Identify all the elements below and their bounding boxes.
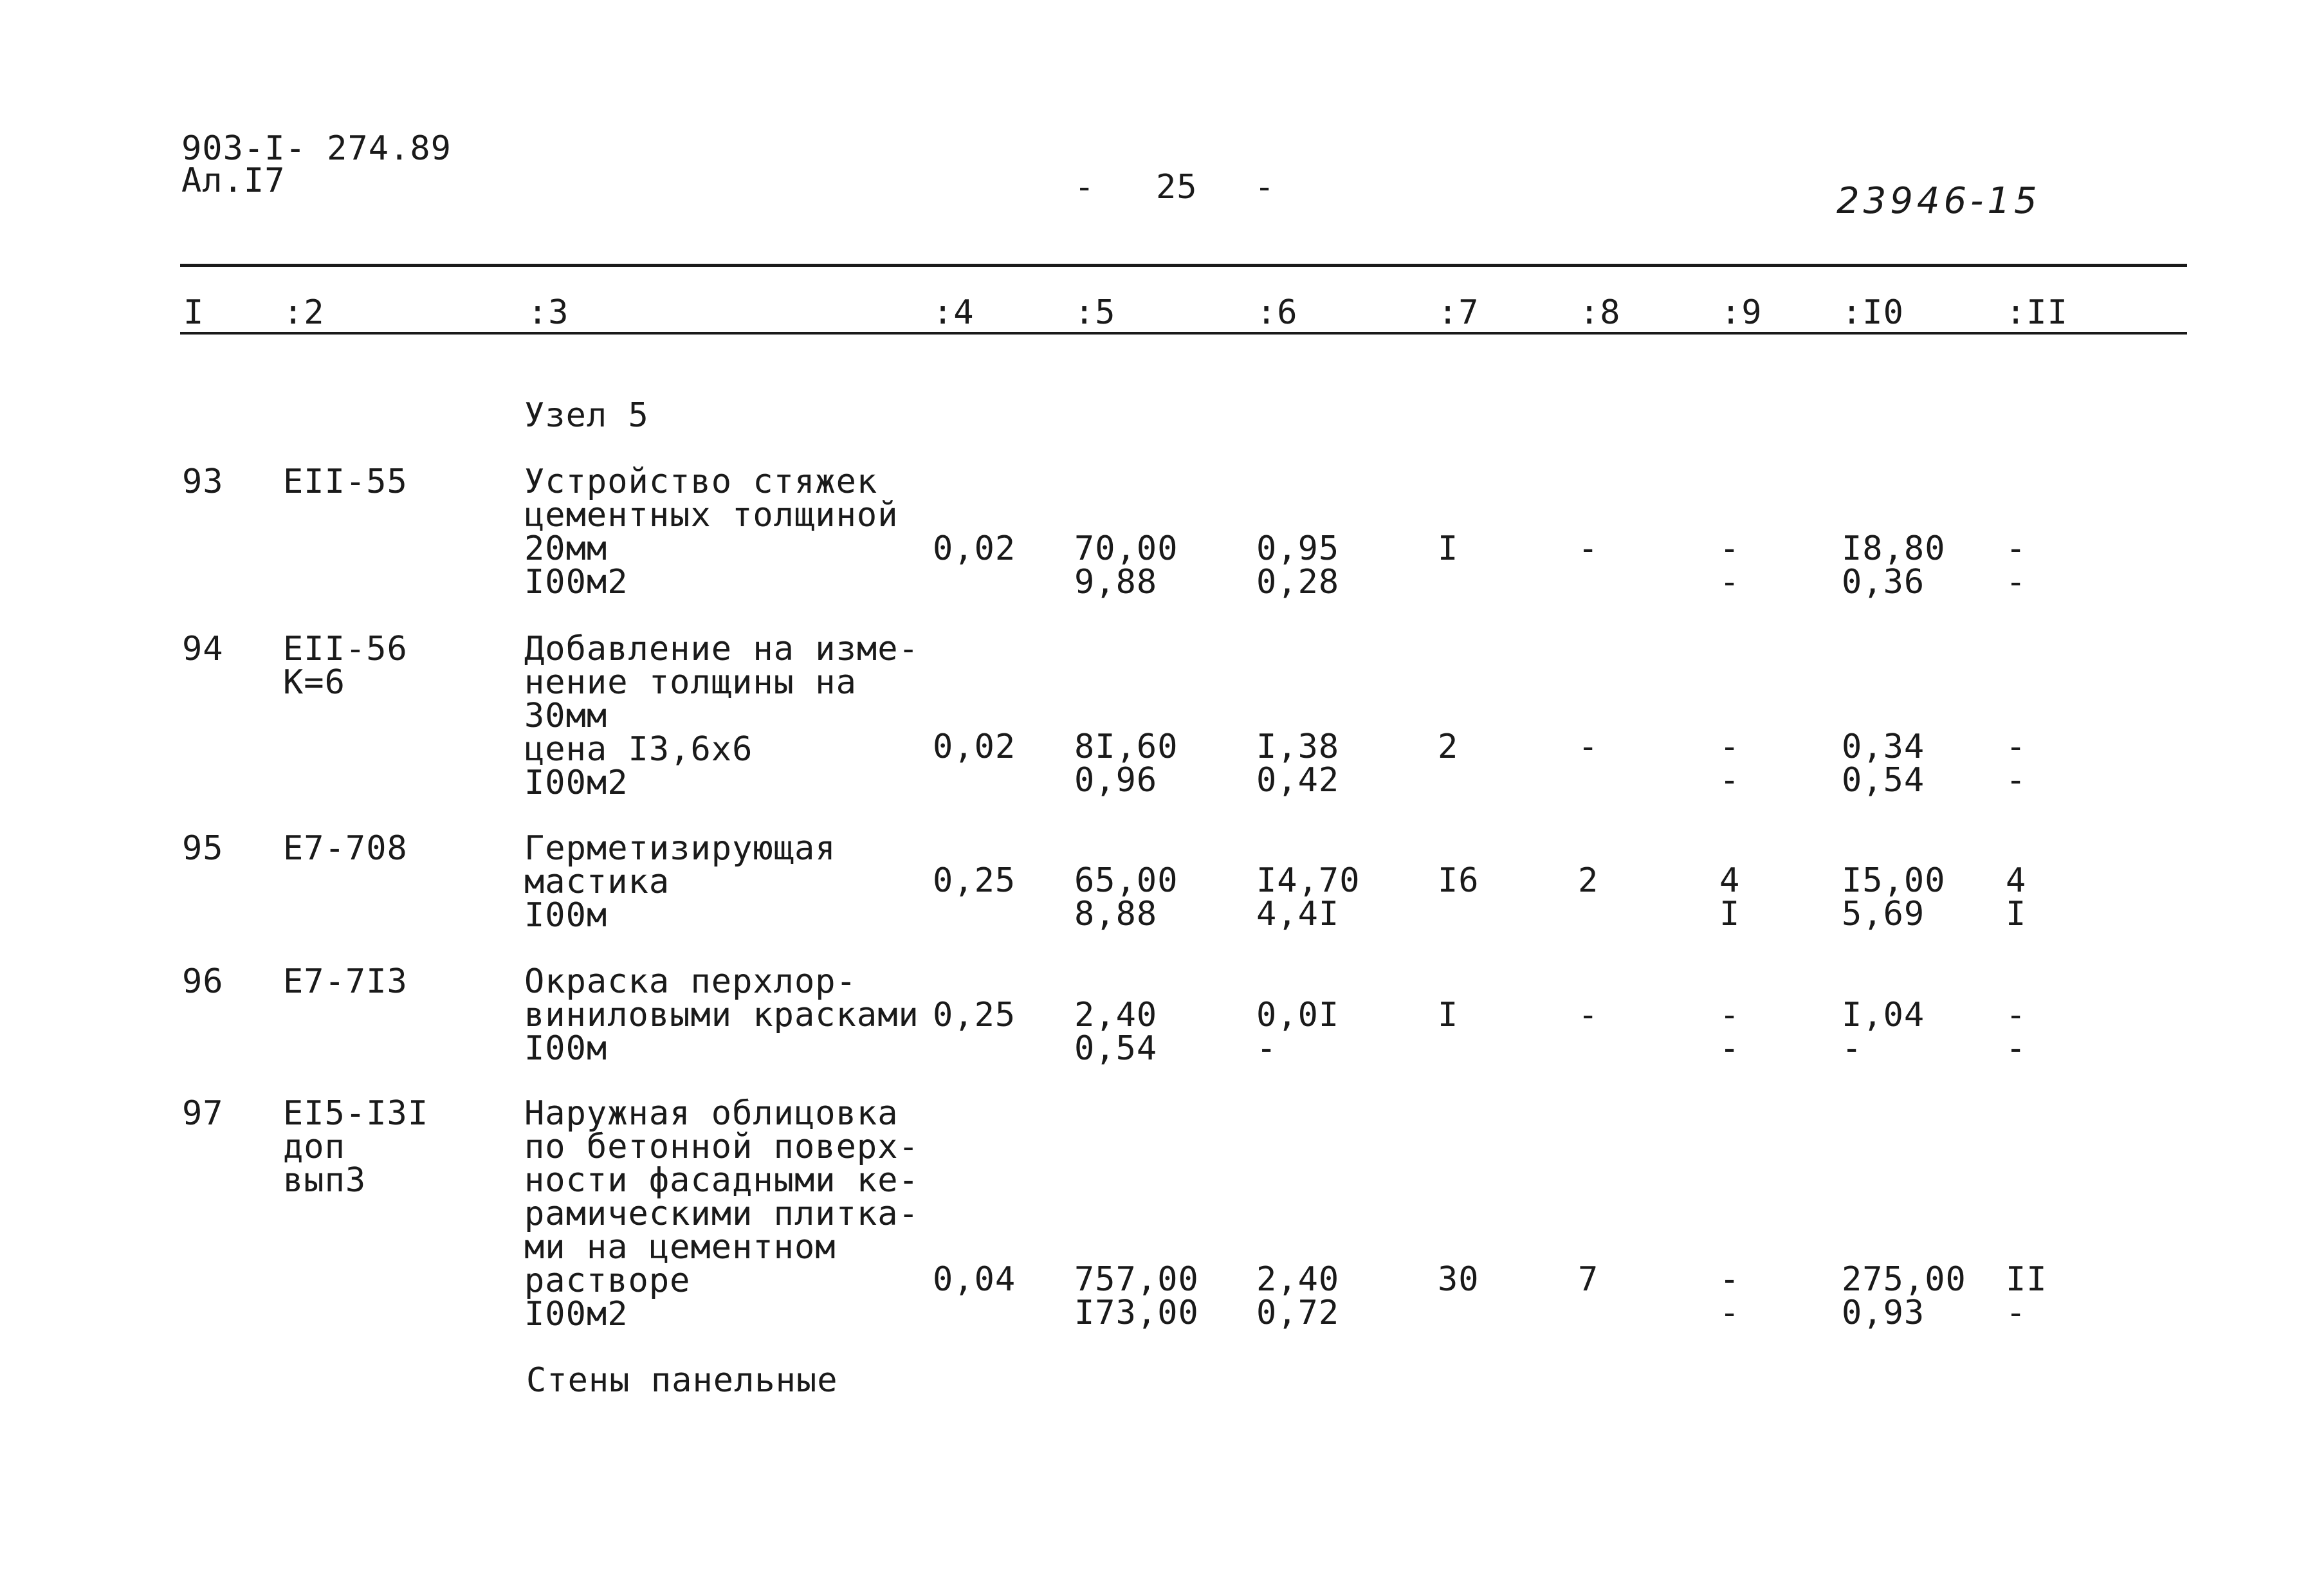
row-col4: 0,02 <box>933 728 1016 766</box>
row-col4: 0,25 <box>933 996 1016 1034</box>
header-top-rule <box>180 264 2187 267</box>
row-col7: I6 <box>1438 861 1479 900</box>
row-col7: 30 <box>1438 1260 1479 1299</box>
column-header-7: :7 <box>1438 293 1479 332</box>
header-bottom-rule <box>180 332 2187 335</box>
row-col11: 4 I <box>2006 861 2027 933</box>
row-number: 94 <box>182 630 224 668</box>
column-header-5: :5 <box>1074 293 1116 332</box>
section-heading: Узел 5 <box>524 396 649 435</box>
row-description: Окраска перхлор- виниловыми красками I00м <box>524 962 919 1068</box>
row-description: Герметизирующая мастика I00м <box>524 829 836 935</box>
page-number: 25 <box>1156 168 1198 206</box>
row-col7: I <box>1438 996 1459 1034</box>
row-col10: 0,34 0,54 <box>1842 728 1925 800</box>
row-col11: II - <box>2006 1260 2047 1332</box>
row-col4: 0,25 <box>933 861 1016 900</box>
archive-code: 23946-15 <box>1836 180 2041 222</box>
row-number: 95 <box>182 829 224 868</box>
column-header-6: :6 <box>1256 293 1298 332</box>
row-col8: 7 <box>1578 1260 1599 1299</box>
column-header-11: :II <box>2006 293 2068 332</box>
page-dash-left: - <box>1074 168 1095 206</box>
column-header-9: :9 <box>1721 293 1763 332</box>
row-col9: - - <box>1719 996 1741 1068</box>
row-col4: 0,04 <box>933 1260 1016 1299</box>
page-dash-right: - <box>1254 168 1276 206</box>
row-col5: 70,00 9,88 <box>1074 529 1178 601</box>
row-description: Наружная облицовка по бетонной поверх- ности фасадными ке- рамическими плитка- ми на цементном растворе I00м2 <box>524 1094 919 1334</box>
row-number: 97 <box>182 1094 224 1133</box>
row-code: EI5-I3I доп вып3 <box>283 1094 429 1200</box>
row-col6: 2,40 0,72 <box>1256 1260 1340 1332</box>
row-description: Устройство стяжек цементных толщиной 20мм I00м2 <box>524 463 899 601</box>
row-col9: - - <box>1719 728 1741 800</box>
row-col8: - <box>1578 728 1599 766</box>
row-code: EII-55 <box>283 463 408 501</box>
column-header-2: :2 <box>283 293 325 332</box>
row-col4: 0,02 <box>933 529 1016 568</box>
row-col9: - - <box>1719 529 1741 601</box>
row-col7: 2 <box>1438 728 1459 766</box>
row-description: Добавление на изме- нение толщины на 30мм цена I3,6х6 I00м2 <box>524 630 919 802</box>
row-col8: - <box>1578 529 1599 568</box>
column-header-8: :8 <box>1579 293 1621 332</box>
row-col8: - <box>1578 996 1599 1034</box>
row-number: 96 <box>182 962 224 1001</box>
row-col6: I4,70 4,4I <box>1256 861 1360 933</box>
row-code: EII-56 К=6 <box>283 630 408 702</box>
row-col8: 2 <box>1578 861 1599 900</box>
row-col10: I8,80 0,36 <box>1842 529 1946 601</box>
row-col11: - - <box>2006 529 2027 601</box>
row-col11: - - <box>2006 728 2027 800</box>
row-code: E7-7I3 <box>283 962 408 1001</box>
row-col6: 0,95 0,28 <box>1256 529 1340 601</box>
row-col5: 757,00 I73,00 <box>1074 1260 1199 1332</box>
row-col5: 2,40 0,54 <box>1074 996 1158 1068</box>
row-col11: - - <box>2006 996 2027 1068</box>
row-col5: 8I,60 0,96 <box>1074 728 1178 800</box>
row-number: 93 <box>182 463 224 501</box>
row-col10: I,04 - <box>1842 996 1925 1068</box>
album-number: Ал.I7 <box>181 161 286 200</box>
column-header-1: I <box>183 293 205 332</box>
row-code: E7-708 <box>283 829 408 868</box>
column-header-3: :3 <box>527 293 569 332</box>
row-col5: 65,00 8,88 <box>1074 861 1178 933</box>
row-col6: 0,0I - <box>1256 996 1340 1068</box>
row-col7: I <box>1438 529 1459 568</box>
column-header-10: :I0 <box>1842 293 1904 332</box>
row-col6: I,38 0,42 <box>1256 728 1340 800</box>
row-col9: 4 I <box>1719 861 1741 933</box>
row-col10: 275,00 0,93 <box>1842 1260 1966 1332</box>
column-header-4: :4 <box>933 293 975 332</box>
row-col10: I5,00 5,69 <box>1842 861 1946 933</box>
document-number: 903-I- 274.89 <box>181 129 452 168</box>
next-section-heading: Стены панельные <box>526 1361 838 1400</box>
row-col9: - - <box>1719 1260 1741 1332</box>
